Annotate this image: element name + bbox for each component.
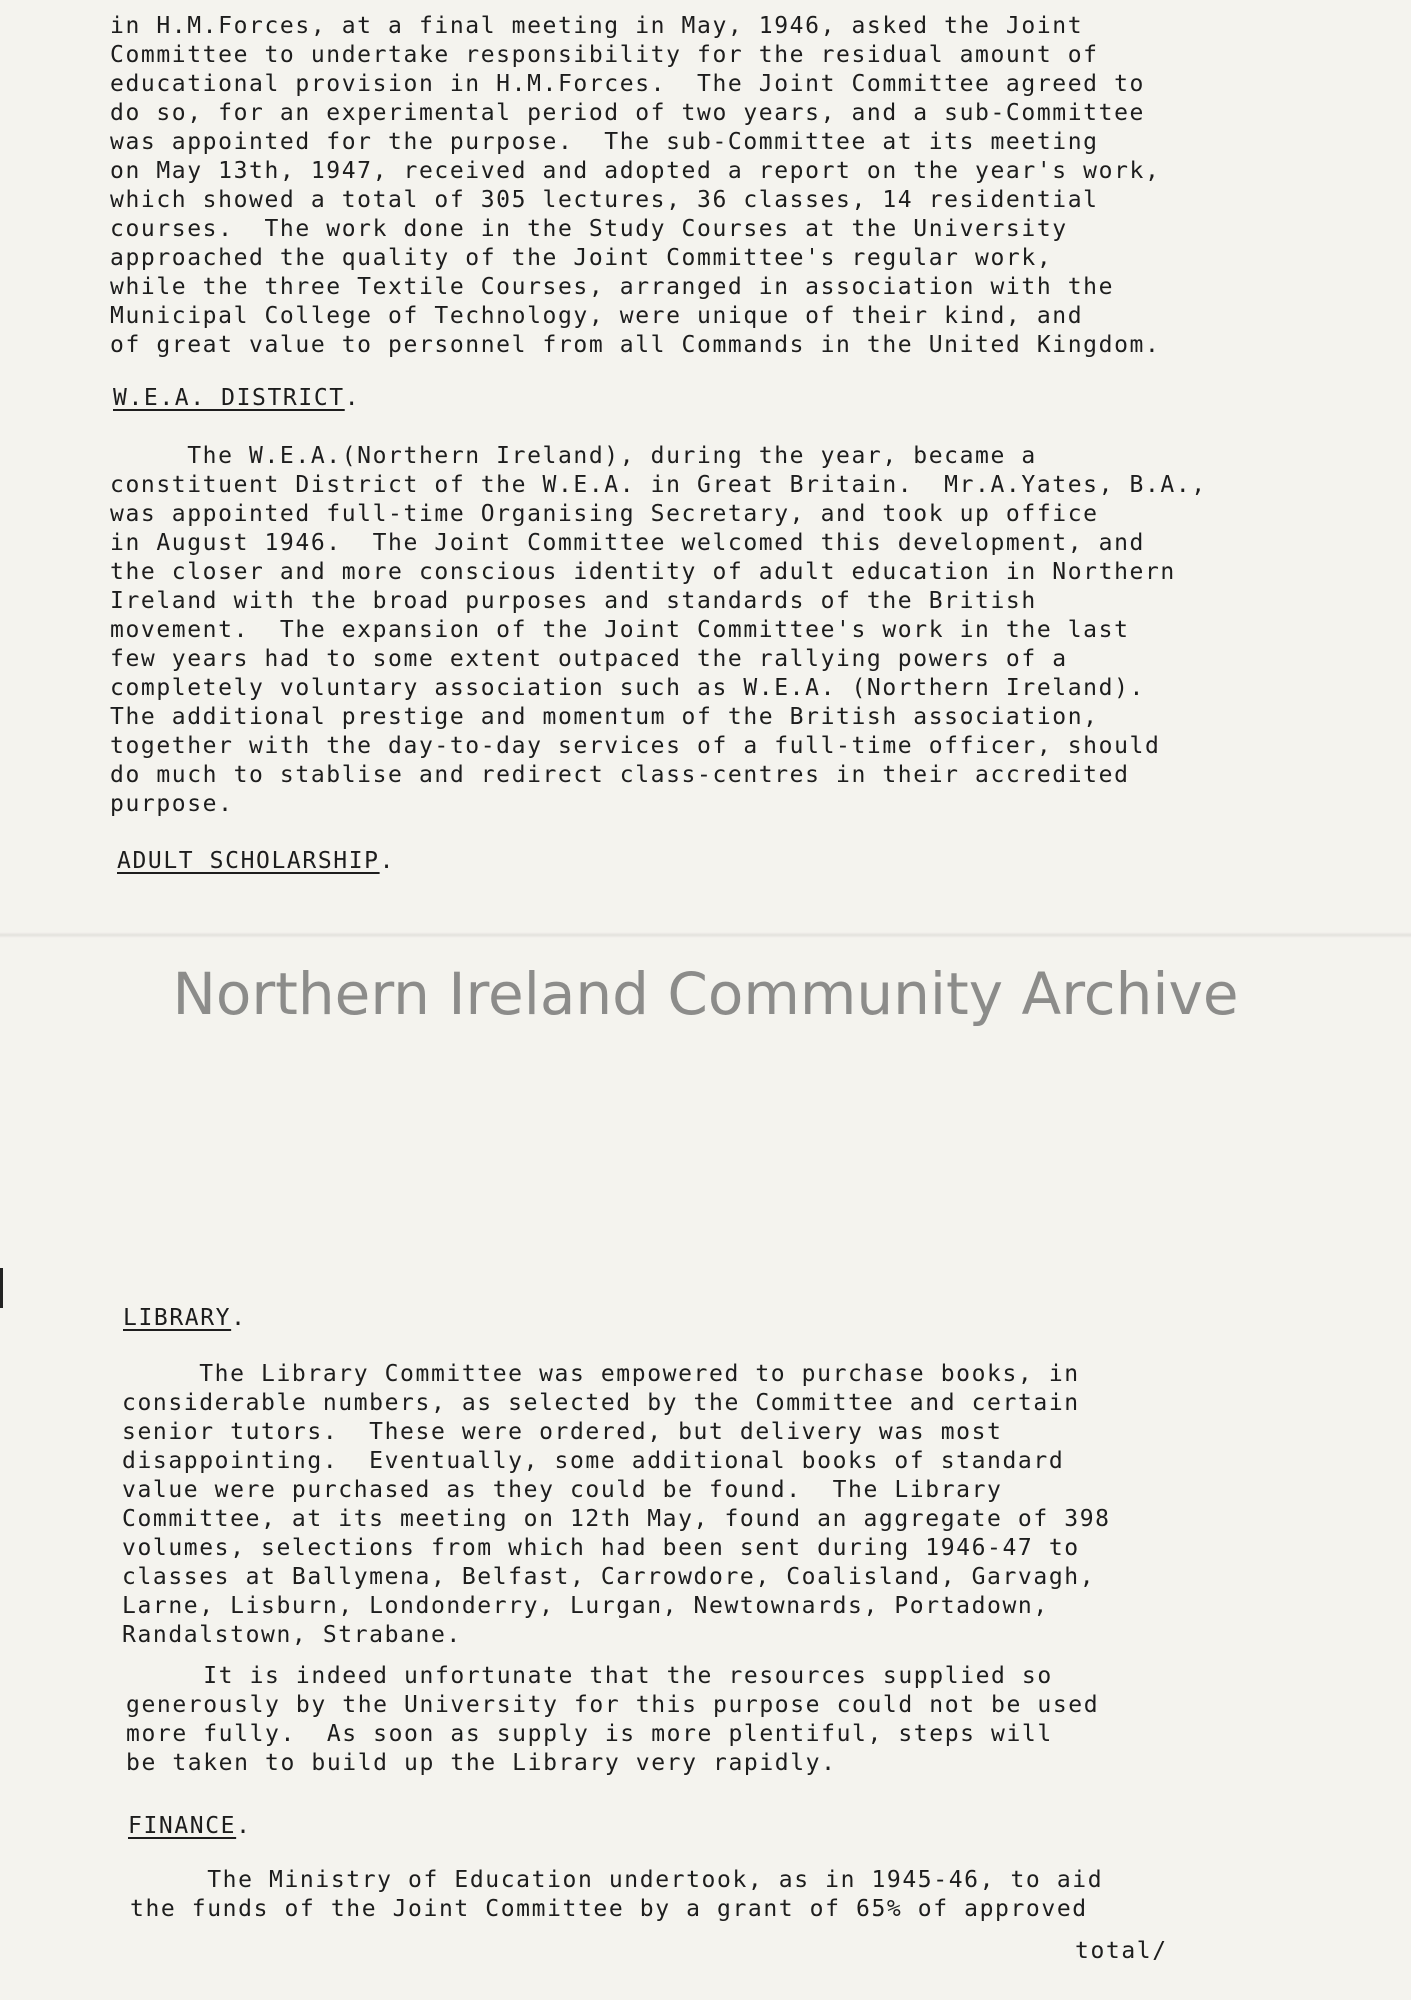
library-heading: LIBRARY. <box>123 1305 247 1331</box>
wea-paragraph: The W.E.A.(Northern Ireland), during the year, became a constituent District of the W.E.A. in Great Britain. Mr.A.Yates, B.A., was appointed full-time Organising Secretary, and took up office in August 1946. The Joint Committee welcomed this development, and the closer and more conscious identity of adult education in Northern Ireland with the broad purposes and standards of the British movement. The expansion of the Joint Committee's work in the last few years had to some extent outpaced the rallying powers of a completely voluntary association such as W.E.A. (Northern Ireland). The additional prestige and momentum of the British association, together with the day-to-day services of a full-time officer, should do much to stablise and redirect class-centres in their accredited purpose. <box>110 443 1207 817</box>
paper-fold-line <box>0 932 1411 938</box>
wea-district-heading-text: W.E.A. DISTRICT <box>113 385 345 411</box>
margin-mark <box>0 1268 3 1308</box>
library-paragraph-1: The Library Committee was empowered to purchase books, in considerable numbers, as selected by the Committee and certain senior tutors. These were ordered, but delivery was most disappointing. Eventually, some additional books of standard value were purchased as they could be found. The Library Committee, at its meeting on 12th May, found an aggregate of 398 volumes, selections from which had been sent during 1946-47 to classes at Ballymena, Belfast, Carrowdore, Coalisland, Garvagh, Larne, Lisburn, Londonderry, Lurgan, Newtownards, Portadown, Randalstown, Strabane. <box>122 1361 1111 1648</box>
forces-paragraph: in H.M.Forces, at a final meeting in May, 1946, asked the Joint Committee to undertake responsibility for the residual amount of educational provision in H.M.Forces. The Joint Committee agreed to do so, for an experimental period of two years, and a sub-Committee was appointed for the purpose. The sub-Committee at its meeting on May 13th, 1947, received and adopted a report on the year's work, which showed a total of 305 lectures, 36 classes, 14 residential courses. The work done in the Study Courses at the University approached the quality of the Joint Committee's regular work, while the three Textile Courses, arranged in association with the Municipal College of Technology, were unique of their kind, and of great value to personnel from all Commands in the United Kingdom. <box>110 13 1161 358</box>
adult-scholarship-heading: ADULT SCHOLARSHIP. <box>117 848 396 874</box>
finance-heading-text: FINANCE <box>128 1813 237 1839</box>
catchword: total/ <box>1075 1938 1168 1964</box>
adult-scholarship-heading-text: ADULT SCHOLARSHIP <box>117 848 380 874</box>
library-paragraph-2: It is indeed unfortunate that the resources supplied so generously by the University for this purpose could not be used more fully. As soon as supply is more plentiful, steps will be taken to build up the Library very rapidly. <box>126 1663 1100 1776</box>
wea-district-heading: W.E.A. DISTRICT. <box>113 385 361 411</box>
finance-heading: FINANCE. <box>128 1813 252 1839</box>
archive-watermark: Northern Ireland Community Archive <box>172 960 1239 1028</box>
library-heading-text: LIBRARY <box>123 1305 232 1331</box>
finance-paragraph: The Ministry of Education undertook, as in 1945-46, to aid the funds of the Joint Committee by a grant of 65% of approved <box>130 1867 1104 1922</box>
